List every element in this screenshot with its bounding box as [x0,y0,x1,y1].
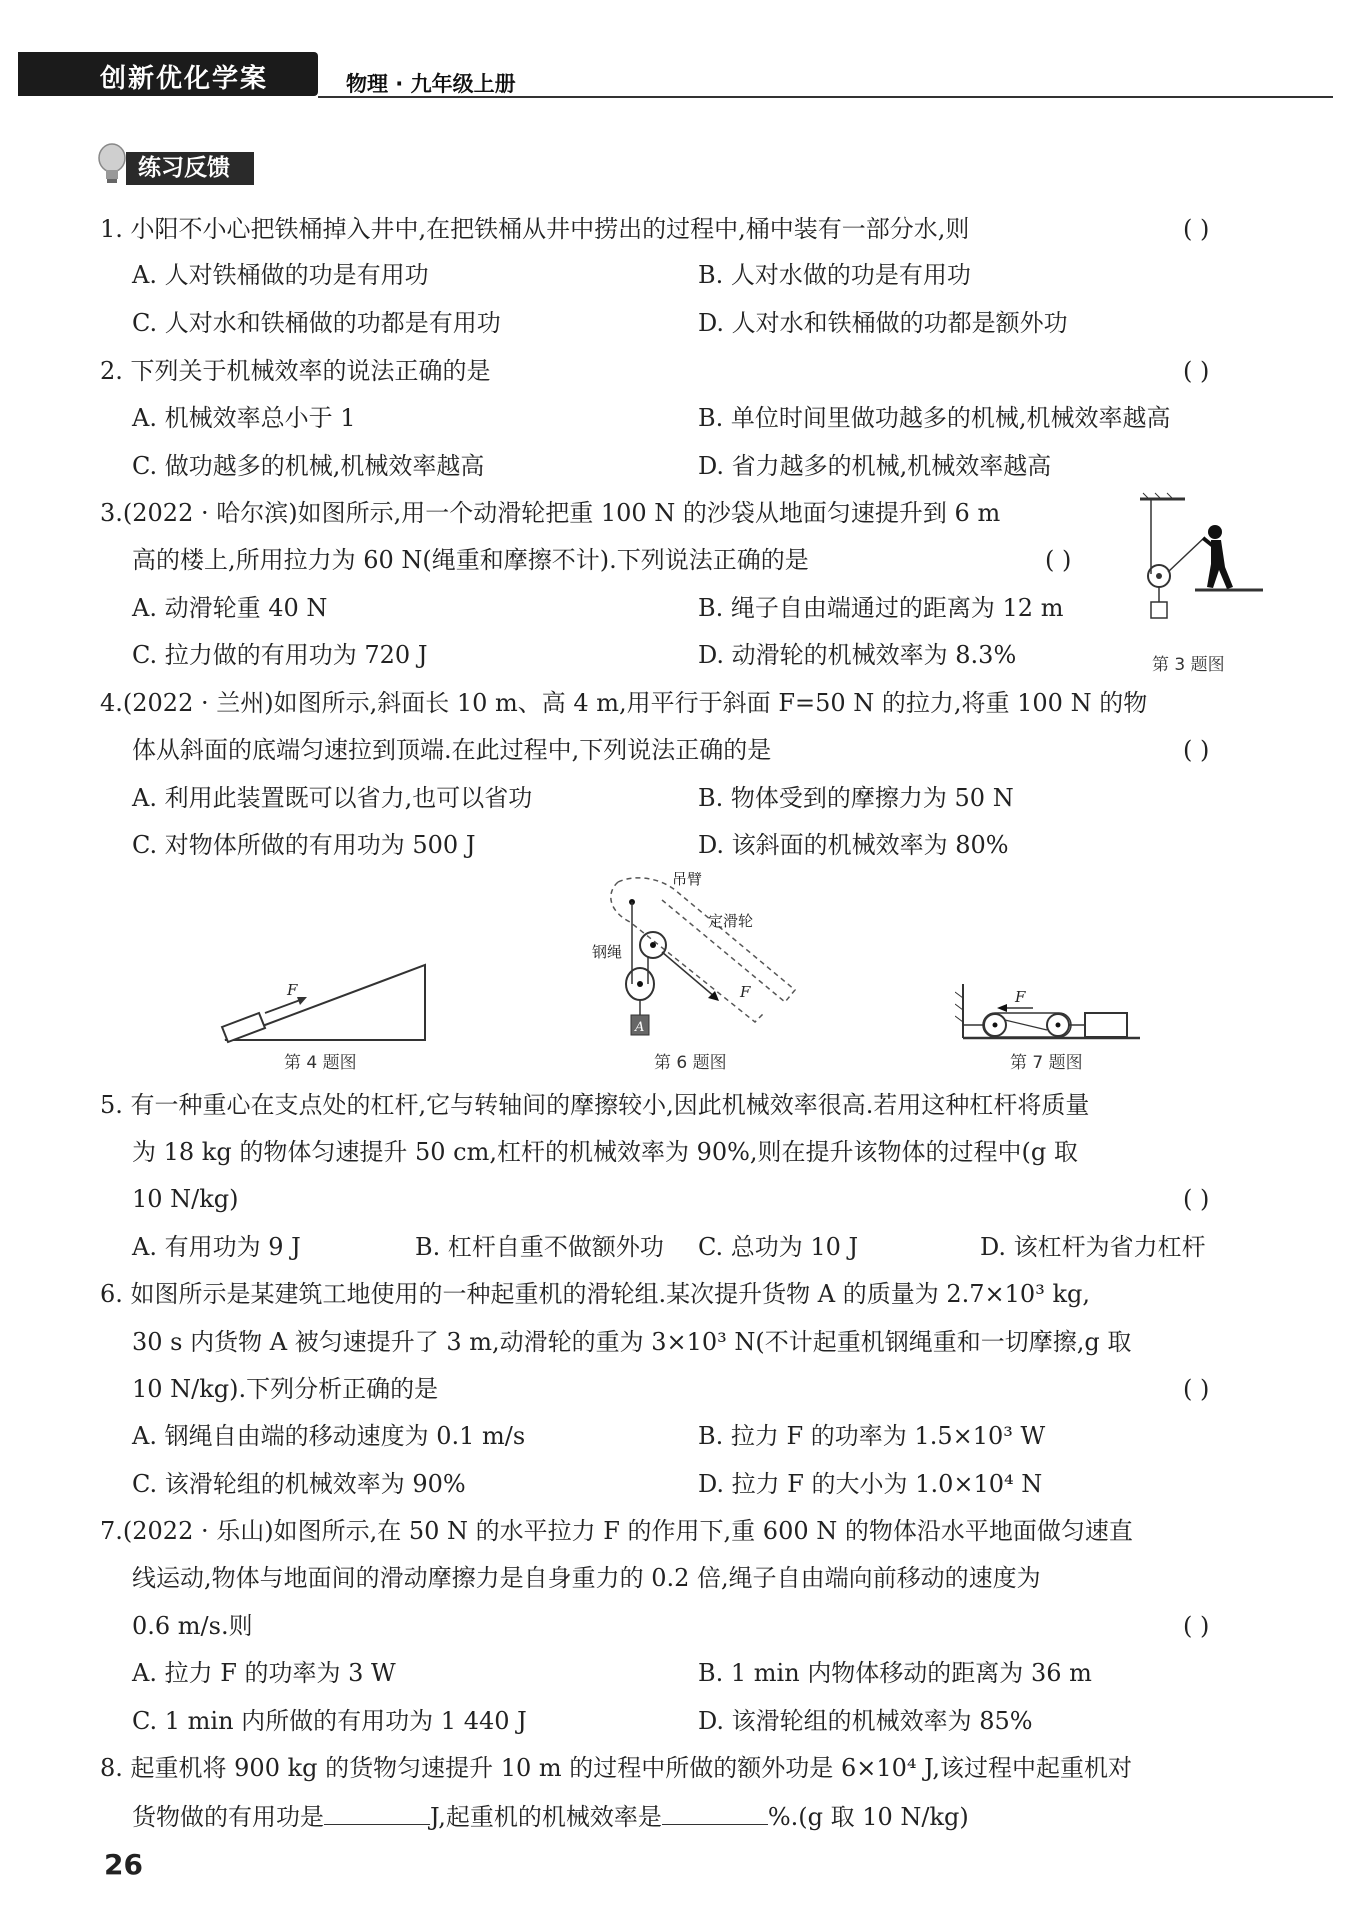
q5-option-d: D. 该杠杆为省力杠杆 [980,1233,1206,1261]
fixed-pulley-label: 定滑轮 [708,912,754,930]
q4-option-a: A. 利用此装置既可以省力,也可以省功 [132,784,533,812]
figure-6-crane-diagram [590,872,800,1042]
arm-label: 吊臂 [672,872,703,888]
q6-option-d: D. 拉力 F 的大小为 1.0×10⁴ N [698,1470,1043,1498]
force-label: F [740,983,751,1001]
figure-7-horizontal-pulley-diagram [955,980,1145,1042]
force-label: F [287,981,298,999]
force-label: F [1015,988,1026,1006]
question-5-stem: 5. 有一种重心在支点处的杠杆,它与转轴间的摩擦较小,因此机械效率很高.若用这种杠杆将质量 [100,1091,1090,1119]
question-7-stem: 线运动,物体与地面间的滑动摩擦力是自身重力的 0.2 倍,绳子自由端向前移动的速度为 [132,1564,1041,1592]
q1-option-b: B. 人对水做的功是有用功 [698,261,971,289]
q3-option-c: C. 拉力做的有用功为 720 J [132,641,428,669]
question-3-stem: 高的楼上,所用拉力为 60 N(绳重和摩擦不计).下列说法正确的是 [132,546,809,574]
q3-option-b: B. 绳子自由端通过的距离为 12 m [698,594,1064,622]
answer-paren: ( ) [1183,1185,1210,1213]
steel-rope-label: 钢绳 [592,943,623,961]
q2-option-c: C. 做功越多的机械,机械效率越高 [132,452,485,480]
q3-option-a: A. 动滑轮重 40 N [132,594,328,622]
figure-3-caption: 第 3 题图 [1152,655,1225,675]
q5-option-a: A. 有用功为 9 J [132,1233,301,1261]
fill-text: %.(g 取 10 N/kg) [767,1803,969,1831]
q3-option-d: D. 动滑轮的机械效率为 8.3% [698,641,1017,669]
q6-option-b: B. 拉力 F 的功率为 1.5×10³ W [698,1422,1046,1450]
q7-option-b: B. 1 min 内物体移动的距离为 36 m [698,1659,1092,1687]
book-subject: 物理 · 九年级上册 [346,72,516,96]
q2-option-d: D. 省力越多的机械,机械效率越高 [698,452,1052,480]
page-number: 26 [104,1848,143,1881]
figure-3-pulley-diagram [1135,492,1265,642]
answer-paren: ( ) [1183,1375,1210,1403]
fill-text: 货物做的有用功是 [132,1803,324,1831]
efficiency-blank[interactable] [662,1800,768,1825]
header-rule [318,96,1333,98]
question-8-stem: 8. 起重机将 900 kg 的货物匀速提升 10 m 的过程中所做的额外功是 6×10⁴ J,该过程中起重机对 [100,1754,1132,1782]
figure-4-caption: 第 4 题图 [284,1053,357,1073]
useful-work-blank[interactable] [324,1800,430,1825]
q4-option-b: B. 物体受到的摩擦力为 50 N [698,784,1014,812]
q4-option-c: C. 对物体所做的有用功为 500 J [132,831,476,859]
lightbulb-icon [96,143,128,187]
q4-option-d: D. 该斜面的机械效率为 80% [698,831,1009,859]
q7-option-c: C. 1 min 内所做的有用功为 1 440 J [132,1707,527,1735]
question-1-stem: 1. 小阳不小心把铁桶掉入井中,在把铁桶从井中捞出的过程中,桶中装有一部分水,则 [100,215,970,243]
q5-option-b: B. 杠杆自重不做额外功 [415,1233,664,1261]
fill-text: J,起重机的机械效率是 [430,1803,662,1831]
answer-paren: ( ) [1045,546,1072,574]
cargo-label: A [635,1020,645,1035]
question-6-stem: 30 s 内货物 A 被匀速提升了 3 m,动滑轮的重为 3×10³ N(不计起重机钢绳重和一切摩擦,g 取 [132,1328,1132,1356]
book-brand: 创新优化学案 [100,64,269,94]
question-2-stem: 2. 下列关于机械效率的说法正确的是 [100,357,491,385]
question-4-stem: 体从斜面的底端匀速拉到顶端.在此过程中,下列说法正确的是 [132,736,772,764]
section-title: 练习反馈 [126,152,254,185]
q6-option-c: C. 该滑轮组的机械效率为 90% [132,1470,466,1498]
question-4-stem: 4.(2022 · 兰州)如图所示,斜面长 10 m、高 4 m,用平行于斜面 F=50 N 的拉力,将重 100 N 的物 [100,689,1148,717]
question-5-stem: 10 N/kg) [132,1185,239,1213]
q5-option-c: C. 总功为 10 J [698,1233,859,1261]
question-7-stem: 0.6 m/s.则 [132,1612,253,1640]
answer-paren: ( ) [1183,736,1210,764]
q7-option-a: A. 拉力 F 的功率为 3 W [132,1659,396,1687]
q7-option-d: D. 该滑轮组的机械效率为 85% [698,1707,1033,1735]
question-5-stem: 为 18 kg 的物体匀速提升 50 cm,杠杆的机械效率为 90%,则在提升该物体的过程中(g 取 [132,1138,1078,1166]
q1-option-d: D. 人对水和铁桶做的功都是额外功 [698,309,1068,337]
figure-4-incline-diagram [215,955,430,1045]
question-7-stem: 7.(2022 · 乐山)如图所示,在 50 N 的水平拉力 F 的作用下,重 600 N 的物体沿水平地面做匀速直 [100,1517,1133,1545]
answer-paren: ( ) [1183,1612,1210,1640]
q2-option-a: A. 机械效率总小于 1 [132,404,356,432]
question-6-stem: 6. 如图所示是某建筑工地使用的一种起重机的滑轮组.某次提升货物 A 的质量为 2.7×10³ kg, [100,1280,1090,1308]
answer-paren: ( ) [1183,357,1210,385]
question-8-fill-line [132,1800,969,1832]
figure-6-caption: 第 6 题图 [654,1053,727,1073]
q1-option-c: C. 人对水和铁桶做的功都是有用功 [132,309,501,337]
q1-option-a: A. 人对铁桶做的功是有用功 [132,261,429,289]
answer-paren: ( ) [1183,215,1210,243]
figure-7-caption: 第 7 题图 [1010,1053,1083,1073]
question-6-stem: 10 N/kg).下列分析正确的是 [132,1375,439,1403]
q6-option-a: A. 钢绳自由端的移动速度为 0.1 m/s [132,1422,526,1450]
q2-option-b: B. 单位时间里做功越多的机械,机械效率越高 [698,404,1171,432]
question-3-stem: 3.(2022 · 哈尔滨)如图所示,用一个动滑轮把重 100 N 的沙袋从地面匀速提升到 6 m [100,499,1001,527]
